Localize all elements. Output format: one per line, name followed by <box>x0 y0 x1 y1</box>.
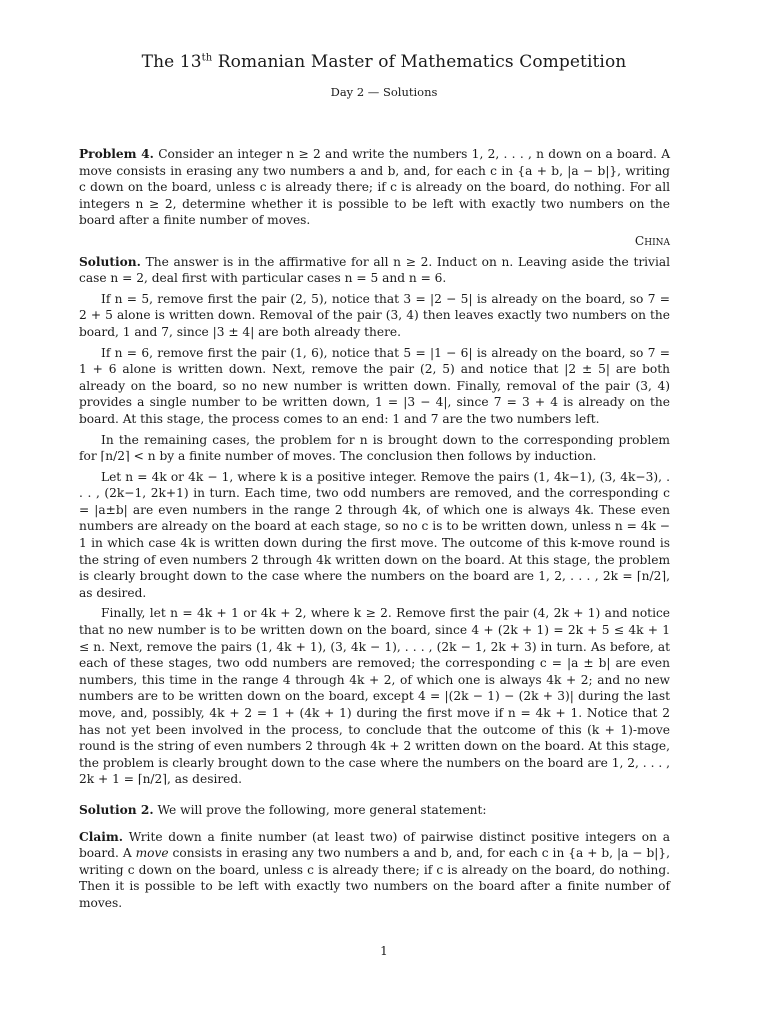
claim-label: Claim. <box>79 829 123 844</box>
page-number: 1 <box>380 944 388 958</box>
claim-statement <box>79 829 670 912</box>
title-pre: The 13 <box>141 52 202 72</box>
problem-label: Problem 4. <box>79 147 154 161</box>
solution-paragraph-n5: If n = 5, remove first the pair (2, 5), notice that 3 = |2 − 5| is already on the board, so 7 = 2 + 5 alone is written down. Removal of the pair (3, 4) then leaves exactly two numbers on the board, 1 and 7, since |3 ± 4| are both already there. <box>79 291 670 339</box>
problem-text: Consider an integer n ≥ 2 and write the numbers 1, 2, . . . , n down on a board. A move consists in erasing any two numbers a and b, and, for each c in {a + b, |a − b|}, writing c down on the board, unless c is already there; if c is already on the board, do nothing. For all integers n ≥ 2, determine whether it is possible to be left with exactly two numbers on the board after a finite number of moves. <box>79 147 671 228</box>
claim-text-b: consists in erasing any two numbers a and b, and, for each c in {a + b, |a − b|}, writing c down on the board, unless c is already there; if c is already on the board, do nothing. Then it is possible to be left with exactly two numbers on the board after a finite number of moves. <box>79 846 670 910</box>
solution2-label: Solution 2. <box>79 802 154 817</box>
solution-intro <box>79 254 670 287</box>
solution-paragraph-4k1: Finally, let n = 4k + 1 or 4k + 2, where k ≥ 2. Remove first the pair (4, 2k + 1) and notice that no new number is to be written down on the board, since 4 + (2k + 1) = 2k + 5 ≤ 4k + 1 ≤ n. Next, remove the pairs (1, 4k + 1), (3, 4k − 1), . . . , (2k − 1, 2k + 3) in turn. As before, at each of these stages, two odd numbers are removed; the corresponding c = |a ± b| are even numbers, this time in the range 4 through 4k + 2, of which one is always 4k + 2; and no new numbers are to be written down on the board, except 4 = |(2k − 1) − (2k + 3)| during the last move, and, possibly, 4k + 2 = 1 + (4k + 1) during the first move if n = 4k + 1. Notice that 2 has not yet been involved in the process, to conclude that the outcome of this (k + 1)-move round is the string of even numbers 2 through 4k + 2 written down on the board. At this stage, the problem is clearly brought down to the case where the numbers on the board are 1, 2, . . . , 2k + 1 = ⌈n/2⌉, as desired. <box>79 606 670 787</box>
solution-paragraph-induction: In the remaining cases, the problem for n is brought down to the corresponding problem for ⌈n/2⌉ < n by a finite number of moves. The conclusion then follows by induction. <box>79 432 670 464</box>
solution-paragraph-4k: Let n = 4k or 4k − 1, where k is a positive integer. Remove the pairs (1, 4k−1), (3, 4k−3), . . . , (2k−1, 2k+1) in turn. Each time, two odd numbers are removed, and the corresponding c = |a±b| are even numbers in the range 2 through 4k, of which one is always 4k. These even numbers are already on the board at each stage, so no c is to be written down, unless n = 4k − 1 in which case 4k is written down during the first move. The outcome of this k-move round is the string of even numbers 2 through 4k written down on the board. At this stage, the problem is clearly brought down to the case where the numbers on the board are 1, 2, . . . , 2k = ⌈n/2⌉, as desired. <box>79 469 670 600</box>
solution2-text: We will prove the following, more general statement: <box>157 802 487 817</box>
document-title <box>0 52 768 72</box>
solution-paragraph-n6: If n = 6, remove first the pair (1, 6), notice that 5 = |1 − 6| is already on the board, so 7 = 1 + 6 alone is written down. Next, remove the pair (2, 5) and notice that |2 ± 5| are both already on the board, so no new number is written down. Finally, removal of the pair (3, 4) provides a single number to be written down, 1 = |3 − 4|, since 7 = 3 + 4 is already on the board. At this stage, the process comes to an end: 1 and 7 are the two numbers left. <box>79 345 670 426</box>
problem-statement <box>79 146 670 229</box>
problem-country: China <box>634 233 670 248</box>
solution-intro-text: The answer is in the affirmative for all n ≥ 2. Induct on n. Leaving aside the trivial case n = 2, deal first with particular cases n = 5 and n = 6. <box>79 254 671 286</box>
solution2-intro <box>79 802 670 819</box>
claim-text-a: Write down a finite number (at least two) of pairwise distinct positive integers on a board. A <box>79 829 670 861</box>
solution-label: Solution. <box>79 254 141 269</box>
claim-move-word: move <box>135 846 169 861</box>
title-superscript: th <box>201 52 213 64</box>
document-subtitle: Day 2 — Solutions <box>330 85 438 99</box>
document-body <box>79 146 670 916</box>
title-post: Romanian Master of Mathematics Competition <box>212 52 627 72</box>
